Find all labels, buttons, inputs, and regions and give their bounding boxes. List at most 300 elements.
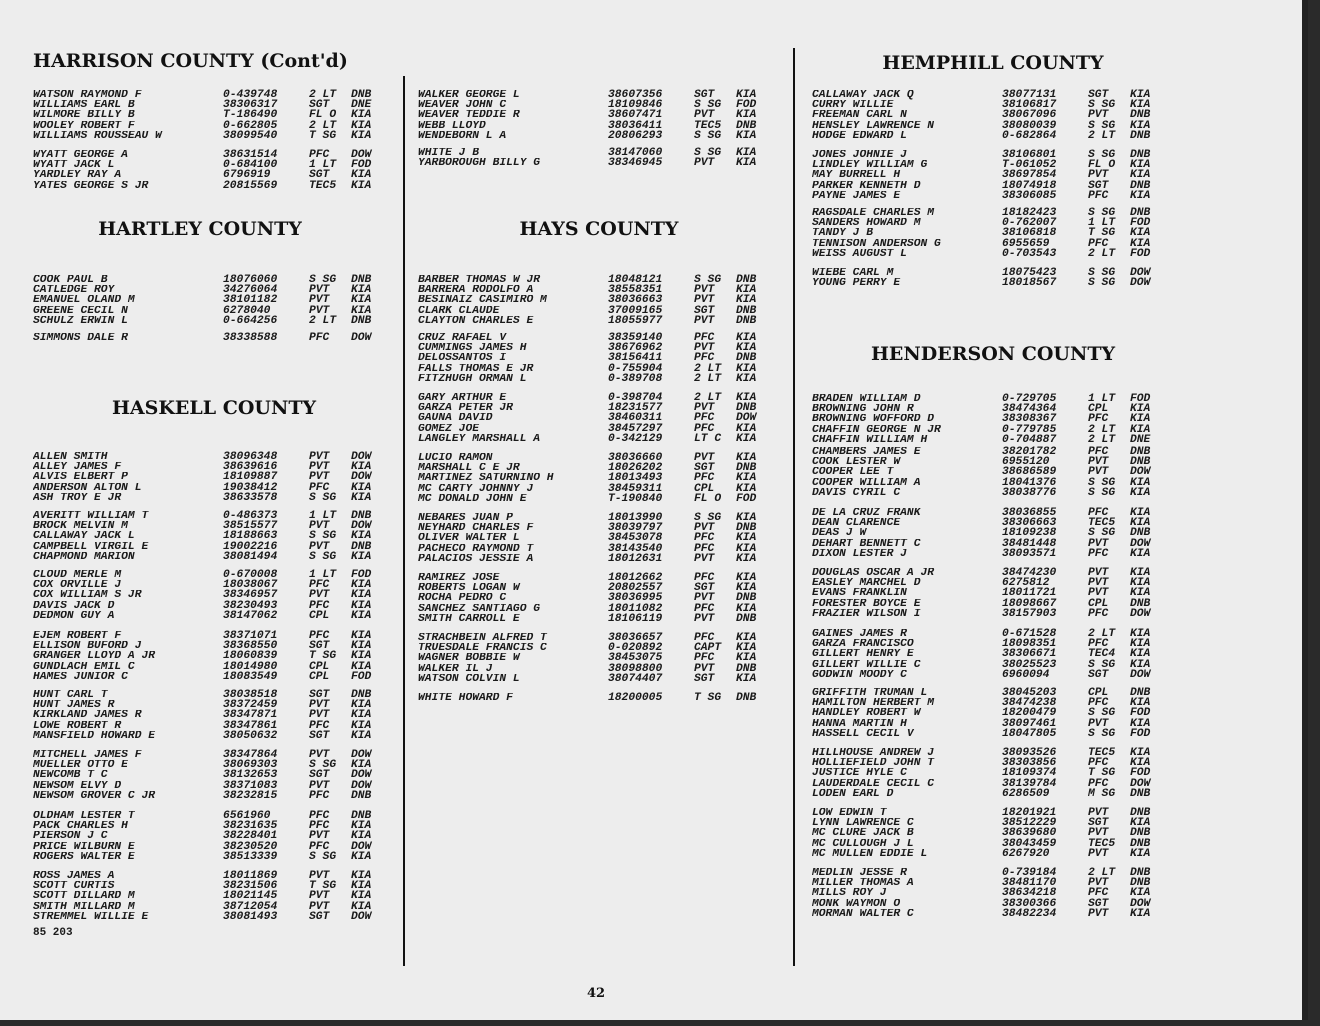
entry-status: KIA	[1130, 567, 1151, 579]
entry-status: DOW	[1130, 777, 1151, 790]
entry-name: GOMEZ JOE	[418, 423, 480, 434]
entry-rank: TEC4	[1088, 648, 1116, 661]
entry-rank: SGT	[309, 689, 330, 701]
entry-name: SMITH CARROLL E	[418, 613, 520, 624]
entry-status: DNB	[736, 662, 757, 675]
entry-rank: PFC	[694, 412, 715, 425]
casualty-entry	[33, 601, 385, 611]
entry-serial-number: 6955120	[1002, 456, 1050, 469]
entry-name: MC DONALD JOHN E	[418, 493, 527, 504]
entry-rank: PVT	[309, 451, 330, 463]
entry-rank: T SG	[694, 692, 722, 704]
entry-status: KIA	[736, 472, 757, 485]
entry-rank: PVT	[1088, 877, 1109, 890]
entry-name: OLDHAM LESTER T	[33, 811, 135, 822]
casualty-entry	[812, 878, 1164, 888]
entry-serial-number: 18200005	[608, 692, 663, 704]
entry-name: CRUZ RAFAEL V	[418, 333, 507, 344]
entry-serial-number: 18011082	[608, 602, 663, 615]
entry-serial-number: 18048121	[608, 274, 663, 286]
entry-status: KIA	[351, 890, 372, 903]
casualty-entry	[33, 770, 385, 780]
entry-status: DNB	[736, 352, 757, 365]
entry-serial-number: 38038776	[1002, 486, 1057, 499]
entry-rank: SGT	[1088, 89, 1109, 101]
casualty-entry	[33, 912, 385, 922]
entry-name: MUELLER OTTO E	[33, 760, 128, 771]
casualty-entry	[812, 839, 1164, 849]
entry-name: ALVIS ELBERT P	[33, 472, 128, 483]
entry-rank: PFC	[309, 820, 330, 833]
entry-serial-number: 38306317	[223, 99, 278, 112]
entry-serial-number: 38069303	[223, 759, 278, 772]
entry-name: HAMILTON HERBERT M	[812, 698, 935, 709]
entry-name: WEBB LLOYD	[418, 120, 486, 131]
entry-status: DNB	[1130, 807, 1151, 819]
entry-rank: M SG	[1088, 787, 1116, 800]
entry-rank: 2 LT	[309, 89, 337, 101]
entry-rank: TEC5	[309, 179, 337, 192]
entry-rank: 1 LT	[309, 510, 337, 522]
entry-group	[812, 268, 1164, 288]
entry-rank: PVT	[1088, 577, 1109, 590]
entry-name: WILLIAMS ROUSSEAU W	[33, 130, 162, 141]
county-heading: HASKELL COUNTY	[111, 397, 317, 419]
casualty-entry	[812, 868, 1164, 878]
entry-name: WALKER GEORGE L	[418, 90, 520, 101]
entry-name: STREMMEL WILLIE E	[33, 911, 149, 922]
entry-serial-number: 38306085	[1002, 189, 1057, 202]
entry-rank: PVT	[1088, 109, 1109, 122]
entry-status: KIA	[736, 642, 757, 655]
casualty-entry	[812, 899, 1164, 909]
entry-serial-number: 18018567	[1002, 277, 1057, 290]
casualty-entry	[418, 583, 770, 593]
entry-rank: PFC	[1088, 413, 1109, 426]
entry-serial-number: 18012662	[608, 572, 663, 584]
entry-status: KIA	[351, 870, 372, 882]
entry-rank: PFC	[1088, 189, 1109, 202]
entry-status: DOW	[351, 749, 372, 761]
entry-name: YARBOROUGH BILLY G	[418, 158, 541, 169]
entry-group	[812, 508, 1164, 559]
casualty-entry	[33, 511, 385, 521]
entry-name: DAVIS CYRIL C	[812, 487, 901, 498]
entry-status: DNB	[351, 689, 372, 701]
entry-serial-number: 38631514	[223, 149, 278, 161]
entry-rank: PVT	[309, 870, 330, 882]
entry-rank: S SG	[694, 147, 722, 159]
entry-name: EVANS FRANKLIN	[812, 588, 907, 599]
entry-serial-number: 38457297	[608, 422, 663, 435]
entry-serial-number: 38157903	[1002, 607, 1057, 620]
entry-status: KIA	[736, 89, 757, 101]
entry-status: FOD	[1130, 247, 1151, 260]
casualty-entry	[33, 472, 385, 482]
entry-name: GILLERT HENRY E	[812, 649, 914, 660]
entry-status: DOW	[1130, 466, 1151, 479]
entry-rank: PFC	[309, 840, 330, 853]
entry-rank: 1 LT	[309, 569, 337, 581]
entry-name: MONK WAYMON O	[812, 898, 901, 909]
entry-status: KIA	[1130, 89, 1151, 101]
entry-rank: S SG	[694, 274, 722, 286]
casualty-entry	[33, 631, 385, 641]
entry-rank: FL O	[309, 109, 337, 122]
entry-rank: PFC	[309, 789, 330, 802]
entry-name: COOPER LEE T	[812, 467, 894, 478]
entry-name: BROWNING WOFFORD D	[812, 414, 935, 425]
entry-rank: 2 LT	[309, 314, 337, 327]
entry-status: KIA	[736, 582, 757, 595]
entry-name: LODEN EARL D	[812, 788, 894, 799]
entry-rank: PVT	[694, 109, 715, 122]
county-heading: HENDERSON COUNTY	[870, 343, 1116, 365]
entry-status: DNB	[351, 789, 372, 802]
entry-rank: PVT	[1088, 847, 1109, 860]
entry-status: KIA	[1130, 638, 1151, 651]
casualty-entry	[33, 316, 385, 326]
entry-name: MITCHELL JAMES F	[33, 750, 142, 761]
entry-serial-number: 18201921	[1002, 807, 1057, 819]
entry-group	[33, 511, 385, 562]
entry-status: DOW	[351, 769, 372, 782]
casualty-entry	[812, 404, 1164, 414]
entry-status: KIA	[736, 512, 757, 524]
entry-serial-number: 18083549	[223, 670, 278, 683]
entry-rank: S SG	[309, 274, 337, 286]
entry-serial-number: 38101182	[223, 294, 278, 307]
casualty-entry	[812, 909, 1164, 919]
entry-serial-number: 38346957	[223, 589, 278, 602]
casualty-entry	[812, 488, 1164, 498]
casualty-entry	[33, 721, 385, 731]
casualty-entry	[418, 653, 770, 663]
casualty-entry	[418, 374, 770, 384]
entry-status: DOW	[351, 332, 372, 344]
entry-group	[812, 808, 1164, 859]
entry-serial-number: 19038412	[223, 481, 278, 494]
entry-status: DNB	[1130, 456, 1151, 469]
entry-status: KIA	[736, 432, 757, 445]
entry-rank: SGT	[1088, 179, 1109, 192]
entry-name: COX WILLIAM S JR	[33, 590, 142, 601]
entry-group	[812, 748, 1164, 799]
entry-serial-number: 38474364	[1002, 403, 1057, 416]
entry-rank: PVT	[694, 522, 715, 535]
entry-serial-number: 18182423	[1002, 207, 1057, 219]
entry-name: CLAYTON CHARLES E	[418, 315, 534, 326]
entry-serial-number: 38036411	[608, 119, 663, 132]
entry-rank: PFC	[1088, 446, 1109, 458]
entry-group	[33, 333, 385, 343]
casualty-entry	[812, 181, 1164, 191]
entry-name: NEWSOM GROVER C JR	[33, 790, 156, 801]
entry-name: FITZHUGH ORMAN L	[418, 373, 527, 384]
entry-group	[812, 868, 1164, 919]
entry-name: GARZA FRANCISCO	[812, 639, 914, 650]
entry-status: FOD	[351, 670, 372, 683]
entry-name: SMITH MILLARD M	[33, 901, 135, 912]
entry-name: HAMES JUNIOR C	[33, 671, 128, 682]
entry-serial-number: 38081493	[223, 910, 278, 923]
entry-group	[418, 333, 770, 384]
entry-group	[812, 447, 1164, 498]
entry-rank: PFC	[694, 602, 715, 615]
entry-status: KIA	[1130, 658, 1151, 671]
entry-serial-number: 18188663	[223, 530, 278, 543]
casualty-entry	[33, 902, 385, 912]
entry-rank: 2 LT	[694, 362, 722, 375]
casualty-entry	[33, 570, 385, 580]
casualty-entry	[812, 748, 1164, 758]
entry-serial-number: 38474238	[1002, 697, 1057, 710]
entry-name: BARRERA RODOLFO A	[418, 285, 534, 296]
casualty-entry	[812, 729, 1164, 739]
entry-status: DNB	[351, 314, 372, 327]
entry-status: KIA	[736, 552, 757, 565]
entry-name: DEHART BENNETT C	[812, 538, 921, 549]
entry-group	[418, 693, 770, 703]
entry-name: WATSON COLVIN L	[418, 673, 520, 684]
entry-serial-number: 0-662805	[223, 119, 278, 132]
entry-serial-number: 38080039	[1002, 119, 1057, 132]
entry-name: HUNT CARL T	[33, 690, 108, 701]
entry-name: JONES JOHNIE J	[812, 150, 907, 161]
entry-serial-number: 38106801	[1002, 149, 1057, 161]
entry-rank: S SG	[1088, 527, 1116, 540]
entry-group	[33, 690, 385, 741]
casualty-entry	[418, 573, 770, 583]
entry-rank: S SG	[1088, 727, 1116, 740]
casualty-entry	[812, 528, 1164, 538]
entry-status: DNB	[1130, 867, 1151, 879]
entry-rank: PVT	[309, 520, 330, 533]
entry-name: EASLEY MARCHEL D	[812, 578, 921, 589]
entry-rank: PVT	[309, 779, 330, 792]
entry-status: KIA	[736, 452, 757, 464]
entry-status: KIA	[351, 461, 372, 474]
casualty-entry	[33, 690, 385, 700]
entry-status: KIA	[736, 542, 757, 555]
entry-serial-number: 38093571	[1002, 547, 1057, 560]
entry-serial-number: 38231635	[223, 820, 278, 833]
entry-name: LOWE ROBERT R	[33, 720, 122, 731]
entry-serial-number: 38067096	[1002, 109, 1057, 122]
entry-serial-number: 18200479	[1002, 707, 1057, 720]
entry-name: FORESTER BOYCE E	[812, 598, 921, 609]
entry-serial-number: 18013493	[608, 472, 663, 485]
casualty-entry	[812, 435, 1164, 445]
entry-status: KIA	[736, 532, 757, 545]
entry-rank: SGT	[694, 672, 715, 685]
entry-rank: S SG	[1088, 476, 1116, 489]
entry-status: KIA	[351, 630, 372, 642]
entry-serial-number: 34276064	[223, 284, 278, 297]
entry-name: ANDERSON ALTON L	[33, 482, 142, 493]
entry-serial-number: 18014980	[223, 660, 278, 673]
entry-rank: PFC	[1088, 777, 1109, 790]
entry-name: OLIVER WALTER L	[418, 533, 520, 544]
entry-status: KIA	[1130, 403, 1151, 416]
entry-name: CAMPBELL VIRGIL E	[33, 541, 149, 552]
entry-name: GUNDLACH EMIL C	[33, 661, 135, 672]
casualty-entry	[418, 306, 770, 316]
entry-name: CALLAWAY JACK Q	[812, 90, 914, 101]
entry-name: ROGERS WALTER E	[33, 851, 135, 862]
entry-rank: 1 LT	[309, 159, 337, 172]
entry-group	[812, 394, 1164, 445]
entry-serial-number: 38132653	[223, 769, 278, 782]
entry-status: KIA	[351, 820, 372, 833]
entry-serial-number: 38338588	[223, 332, 278, 344]
entry-status: KIA	[1130, 227, 1151, 240]
entry-name: MC CARTY JOHNNY J	[418, 483, 534, 494]
casualty-entry	[418, 285, 770, 295]
entry-status: FOD	[736, 492, 757, 505]
casualty-entry	[418, 413, 770, 423]
entry-group	[812, 208, 1164, 259]
entry-name: WOOLEY ROBERT F	[33, 120, 135, 131]
entry-status: KIA	[351, 284, 372, 297]
entry-rank: PVT	[694, 662, 715, 675]
entry-rank: PVT	[309, 709, 330, 722]
entry-serial-number: 18055977	[608, 314, 663, 327]
casualty-entry	[812, 599, 1164, 609]
entry-status: KIA	[351, 830, 372, 843]
entry-name: WYATT GEORGE A	[33, 150, 128, 161]
entry-status: KIA	[351, 169, 372, 182]
entry-rank: PVT	[309, 471, 330, 484]
entry-rank: PVT	[694, 452, 715, 464]
entry-name: HANDLEY ROBERT W	[812, 708, 921, 719]
entry-rank: PVT	[309, 284, 330, 297]
entry-name: CALLAWAY JACK L	[33, 531, 135, 542]
entry-name: TRUESDALE FRANCIS C	[418, 643, 547, 654]
entry-status: DOW	[1130, 668, 1151, 681]
entry-serial-number: 18060839	[223, 650, 278, 663]
entry-serial-number: 38039797	[608, 522, 663, 535]
casualty-entry	[418, 434, 770, 444]
entry-name: WHITE J B	[418, 148, 480, 159]
entry-rank: CPL	[1088, 687, 1109, 699]
entry-serial-number: 38633578	[223, 491, 278, 504]
entry-name: WEISS AUGUST L	[812, 248, 907, 259]
entry-rank: S SG	[309, 850, 337, 863]
entry-status: KIA	[351, 589, 372, 602]
entry-status: KIA	[1130, 907, 1151, 920]
entry-status: DNB	[351, 810, 372, 822]
entry-name: EJEM ROBERT F	[33, 631, 122, 642]
casualty-entry	[33, 333, 385, 343]
entry-name: PACHECO RAYMOND T	[418, 543, 534, 554]
casualty-entry	[33, 590, 385, 600]
entry-serial-number: 0-439748	[223, 89, 278, 101]
entry-status: KIA	[736, 482, 757, 495]
entry-group	[33, 631, 385, 682]
entry-name: MARSHALL C E JR	[418, 463, 520, 474]
entry-name: ALLEY JAMES F	[33, 462, 122, 473]
entry-serial-number: 38303856	[1002, 757, 1057, 770]
entry-group	[812, 688, 1164, 739]
entry-serial-number: 18026202	[608, 462, 663, 475]
casualty-entry	[418, 533, 770, 543]
entry-serial-number: 38306663	[1002, 517, 1057, 530]
entry-name: NEBARES JUAN P	[418, 513, 513, 524]
entry-name: WILLIAMS EARL B	[33, 100, 135, 111]
entry-serial-number: 0-664256	[223, 314, 278, 327]
entry-rank: PVT	[694, 552, 715, 565]
casualty-entry	[33, 881, 385, 891]
casualty-entry	[812, 457, 1164, 467]
entry-serial-number: 0-682864	[1002, 129, 1057, 142]
casualty-entry	[812, 539, 1164, 549]
entry-serial-number: 38081494	[223, 550, 278, 563]
casualty-entry	[33, 181, 385, 191]
entry-name: TANDY J B	[812, 228, 874, 239]
entry-serial-number: 38077131	[1002, 89, 1057, 101]
entry-status: KIA	[351, 530, 372, 543]
entry-status: KIA	[351, 719, 372, 732]
entry-name: YATES GEORGE S JR	[33, 180, 149, 191]
entry-rank: PFC	[1088, 638, 1109, 651]
entry-name: TENNISON ANDERSON G	[812, 238, 941, 249]
entry-name: SCHULZ ERWIN L	[33, 315, 128, 326]
entry-name: ROSS JAMES A	[33, 871, 115, 882]
entry-status: DOW	[351, 520, 372, 533]
casualty-entry	[812, 160, 1164, 170]
entry-name: CHAMBERS JAMES E	[812, 447, 921, 458]
entry-name: LAUDERDALE CECIL C	[812, 778, 935, 789]
entry-rank: CPL	[1088, 597, 1109, 610]
casualty-entry	[812, 789, 1164, 799]
entry-rank: PFC	[694, 422, 715, 435]
entry-serial-number: 38201782	[1002, 446, 1057, 458]
casualty-entry	[33, 731, 385, 741]
entry-rank: PFC	[694, 632, 715, 644]
entry-serial-number: 6796919	[223, 169, 271, 182]
entry-status: DNB	[351, 510, 372, 522]
casualty-entry	[33, 891, 385, 901]
entry-group	[418, 453, 770, 504]
entry-serial-number: 6561960	[223, 810, 271, 822]
entry-rank: PVT	[309, 749, 330, 761]
entry-status: KIA	[1130, 697, 1151, 710]
casualty-entry	[418, 295, 770, 305]
entry-status: DNB	[351, 89, 372, 101]
entry-status: KIA	[1130, 507, 1151, 519]
entry-rank: T SG	[309, 650, 337, 663]
casualty-entry	[33, 552, 385, 562]
entry-serial-number: 38460311	[608, 412, 663, 425]
entry-serial-number: 38697854	[1002, 169, 1057, 182]
entry-status: DOW	[351, 840, 372, 853]
entry-serial-number: T-190840	[608, 492, 663, 505]
entry-status: KIA	[1130, 547, 1151, 560]
entry-status: DOW	[1130, 897, 1151, 910]
casualty-entry	[812, 660, 1164, 670]
entry-rank: SGT	[1088, 897, 1109, 910]
entry-serial-number: 38306671	[1002, 648, 1057, 661]
entry-rank: FL O	[1088, 159, 1116, 172]
entry-status: KIA	[351, 304, 372, 317]
casualty-entry	[418, 554, 770, 564]
entry-status: KIA	[1130, 99, 1151, 112]
entry-serial-number: 0-486373	[223, 510, 278, 522]
entry-serial-number: 38676962	[608, 342, 663, 355]
casualty-entry	[418, 463, 770, 473]
casualty-entry	[418, 453, 770, 463]
